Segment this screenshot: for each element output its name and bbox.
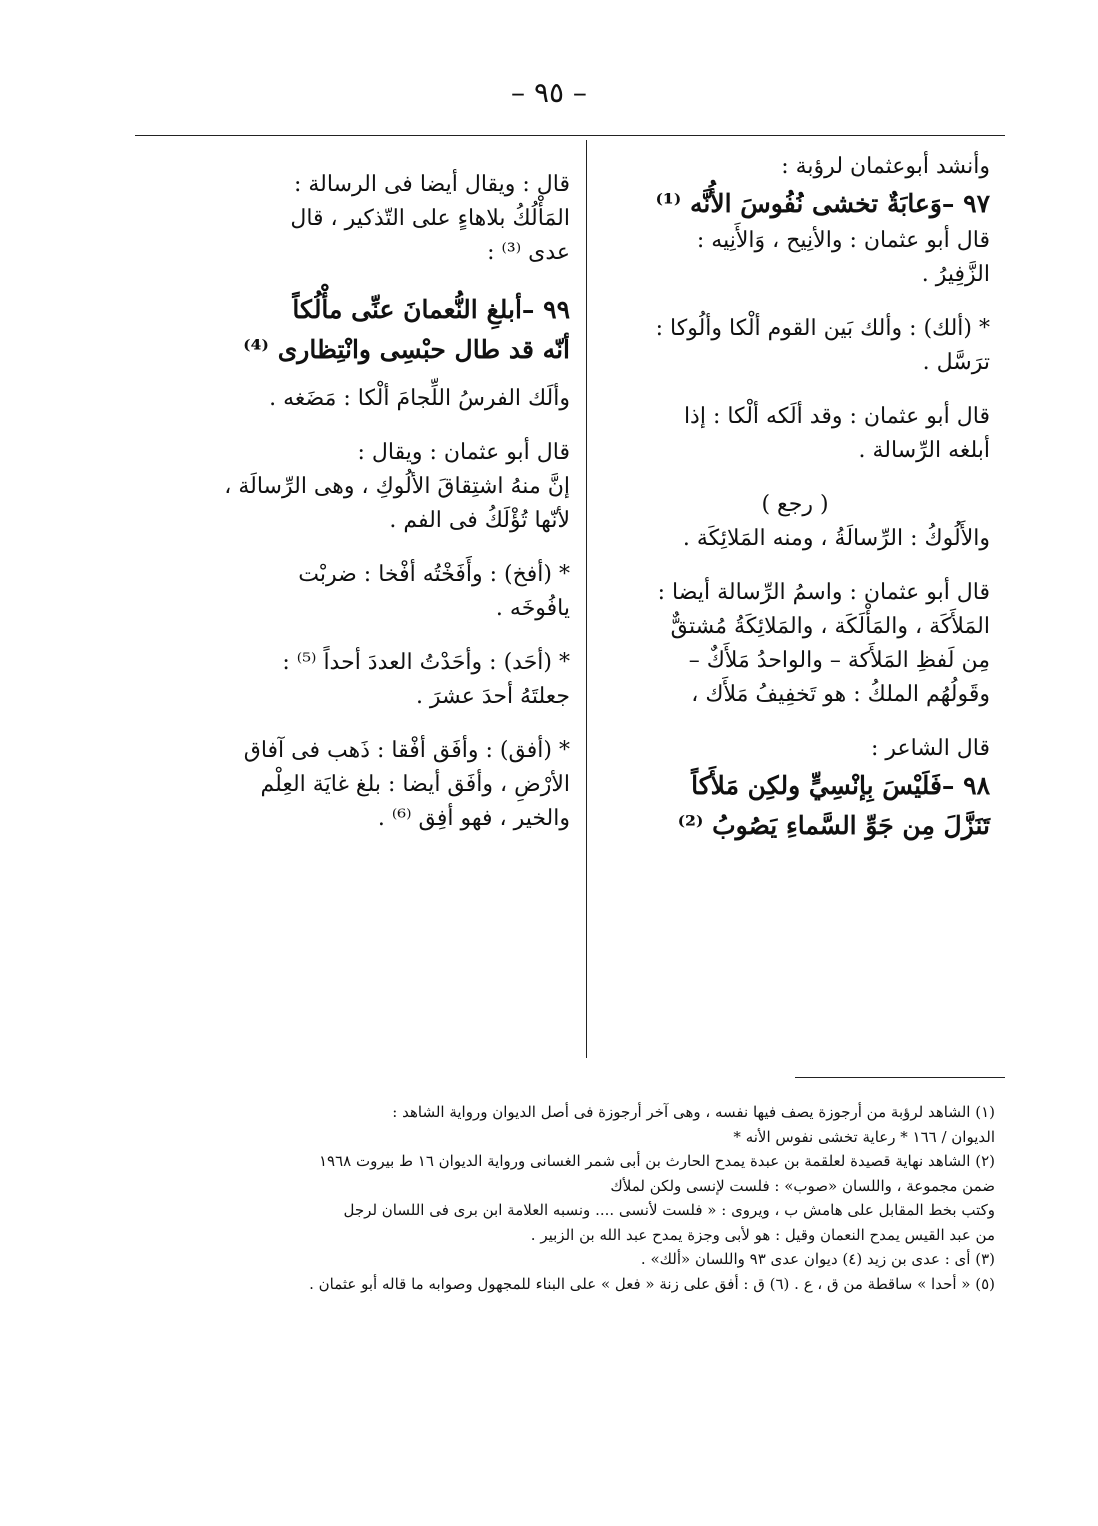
spacer (600, 712, 990, 732)
footnote-line: (٣) أى : عدى بن زيد (٤) ديوان عدى ٩٣ واللسان «ألك» . (640, 1250, 995, 1268)
text-line: * (أفخ) : وأَفَخْتُه أفْخا : ضربْت (298, 562, 570, 587)
text-line: * (أحَد) : وأحَدْتُ العددَ أحداً ⁽⁵⁾ : (282, 650, 570, 675)
footnotes (175, 1100, 995, 1296)
text-line: أبلغه الرِّسالة . (858, 438, 990, 463)
text-line: عدى ⁽³⁾ : (487, 240, 570, 265)
text-line: ( رجع ) (761, 492, 829, 517)
text-line: المَأْلُكُ بلاهاءٍ على التّذكير ، قال (290, 206, 570, 231)
spacer (175, 370, 570, 382)
text-line: ترَسَّل . (922, 350, 990, 375)
spacer (175, 270, 570, 290)
verse-line: أنّه قد طال حبْسِى وانْتِظارى ⁽⁴⁾ (243, 335, 570, 364)
spacer (175, 538, 570, 558)
footnote-line: (٥) « أحدا » ساقطة من ق ، ع . (٦) ق : أفق على زنة « فعل » على البناء للمجهول وصوابه ما قاله أبو عثمان . (309, 1274, 995, 1293)
footnote-line: من عبد القيس يمدح النعمان وقيل : هو لأبى وجزة يمدح عبد الله بن الزبير . (530, 1225, 995, 1244)
text-line: والخير ، فهو أفِق ⁽⁶⁾ . (377, 806, 570, 831)
text-line: المَلأَكَة ، والمَأْلَكَة ، والمَلائِكَةُ مُشتقٌّ (670, 614, 990, 639)
text-line: قال : ويقال أيضا فى الرسالة : (293, 172, 570, 197)
text-line: قال أبو عثمان : ويقال : (357, 440, 570, 465)
footnote-line: ضمن مجموعة ، واللسان «صوب» : فلست لإنسى ولكن لملأك (610, 1176, 995, 1195)
spacer (175, 626, 570, 646)
spacer (175, 416, 570, 436)
text-line: * (أفق) : وأفَق أفْقا : ذَهب فى آفاق (243, 738, 570, 763)
text-line: لأنّها تُؤْلَكُ فى الفم . (389, 508, 570, 533)
header-rule (135, 135, 1005, 136)
footnote-line: الديوان / ١٦٦ * رعاية تخشى نفوس الأنه * (733, 1127, 995, 1146)
text-line: الأرْضِ ، وأفَق أيضا : بلغ غايَة العِلْم (260, 772, 570, 797)
footnote-line: وكتب بخط المقابل على هامش ب ، ويروى : « فلست لأنسى .... ونسبه العلامة ابن برى فى اللسان لرجل (343, 1201, 995, 1219)
column-divider (586, 140, 587, 1058)
spacer (600, 292, 990, 312)
footnote-rule (795, 1077, 1005, 1078)
text-line: مِن لَفظِ المَلأَكة – والواحدُ مَلأَكٌ – (688, 648, 990, 673)
verse-line: تَنَزَّلَ مِن جَوِّ السَّماءِ يَصُوبُ ⁽²⁾ (677, 811, 990, 840)
text-line: جعلتَهُ أحدَ عشرَ . (415, 684, 570, 709)
text-line: قال الشاعر : (870, 736, 990, 761)
text-line: يافُوخَه . (495, 596, 570, 621)
text-line: الزَّفِيرُ . (921, 262, 990, 287)
text-line: إنَّ منهُ اشتِقاقَ الألُوكِ ، وهى الرِّسالَة ، (224, 474, 570, 499)
verse-line: ٩٧ –وَعابَةٌ تخشى نُفُوسَ الأُنَّه ⁽¹⁾ (655, 189, 990, 218)
page-number: – ٩٥ – (511, 76, 587, 109)
text-line: قال أبو عثمان : وقد ألَكه ألْكا : إذا (683, 404, 990, 429)
text-line: قال أبو عثمان : واسمُ الرِّسالة أيضا : (657, 580, 990, 605)
text-line: والأَلُوكُ : الرِّسالَةُ ، ومنه المَلائِكَة . (682, 526, 990, 551)
text-line: * (ألك) : وألك بَين القوم ألْكا وألُوكا : (655, 316, 990, 341)
left-column (175, 168, 570, 836)
text-line: وألَك الفرسُ اللِّجامَ ألْكا : مَضَغه . (269, 386, 570, 411)
spacer (600, 556, 990, 576)
text-line: وقَولُهُم الملكُ : هو تَخفِيفُ مَلأَك ، (691, 682, 990, 707)
footnote-line: (١) الشاهد لرؤبة من أرجوزة يصف فيها نفسه ، وهى آخر أرجوزة فى أصل الديوان ورواية الشاهد : (392, 1103, 995, 1121)
spacer (600, 468, 990, 488)
spacer (175, 714, 570, 734)
text-line: قال أبو عثمان : والأنِيح ، وَالأَنِيه : (696, 228, 990, 253)
footnote-line: (٢) الشاهد نهاية قصيدة لعلقمة بن عبدة يمدح الحارث بن أبى شمر الغسانى ورواية الديوان ١٦ ط بيروت ١٩٦٨ (319, 1152, 995, 1170)
right-column (600, 150, 990, 846)
spacer (600, 380, 990, 400)
verse-line: ٩٩ –أبلغِ النُّعمانَ عنِّى مأْلُكاً (292, 295, 570, 324)
verse-line: ٩٨ –فَلَيْسَ بِإنْسِيٍّ ولكِن مَلأَكاً (691, 771, 990, 800)
text-line: وأنشد أبوعثمان لرؤبة : (781, 154, 990, 179)
